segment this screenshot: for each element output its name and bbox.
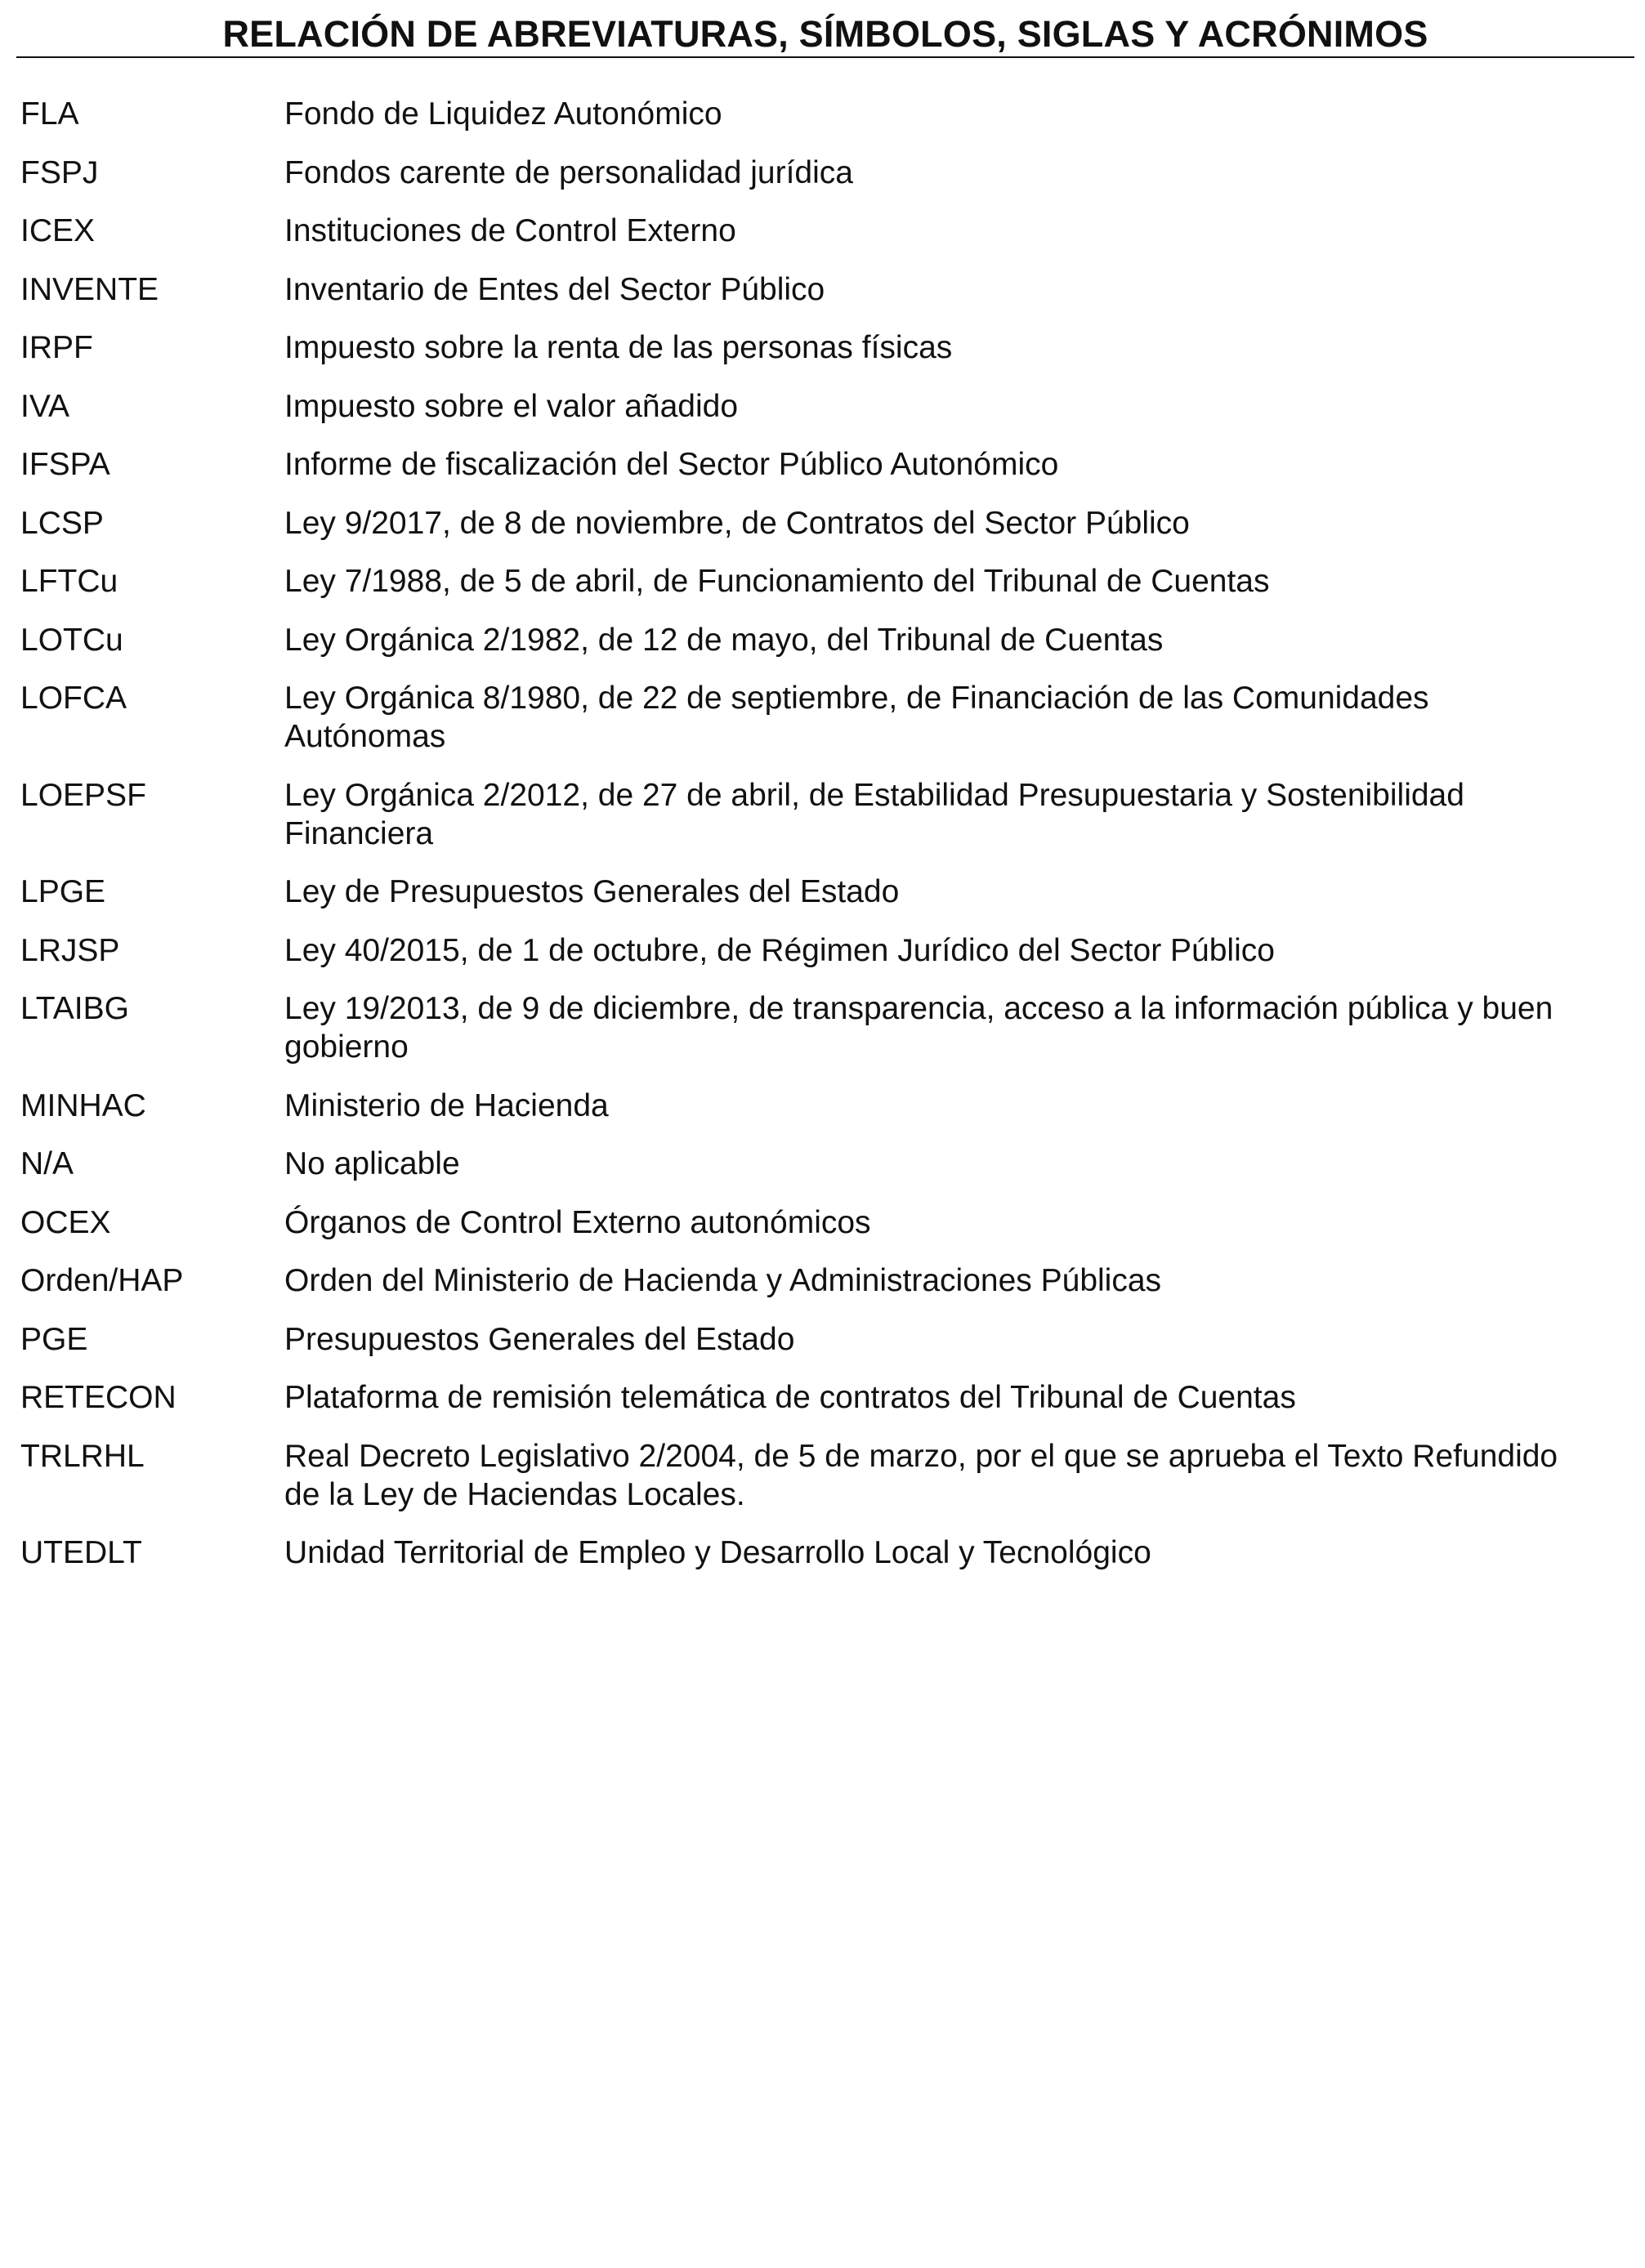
abbreviation-term: INVENTE bbox=[20, 271, 159, 307]
abbreviation-term: N/A bbox=[20, 1146, 74, 1181]
abbreviation-term: TRLRHL bbox=[20, 1438, 145, 1474]
abbreviation-term: LPGE bbox=[20, 874, 106, 909]
abbreviation-term: LCSP bbox=[20, 505, 104, 541]
abbreviation-definition: Órganos de Control Externo autonómicos bbox=[284, 1204, 871, 1240]
abbreviation-row bbox=[0, 621, 1645, 680]
abbreviation-term: Orden/HAP bbox=[20, 1263, 184, 1298]
abbreviation-row bbox=[0, 95, 1645, 154]
abbreviation-row bbox=[0, 1145, 1645, 1203]
abbreviation-row bbox=[0, 776, 1645, 873]
abbreviation-row bbox=[0, 1437, 1645, 1534]
abbreviation-row bbox=[0, 1534, 1645, 1592]
abbreviation-term: LRJSP bbox=[20, 932, 120, 968]
abbreviation-term: LFTCu bbox=[20, 564, 118, 599]
abbreviation-definition: Presupuestos Generales del Estado bbox=[284, 1321, 795, 1357]
abbreviation-row bbox=[0, 1378, 1645, 1437]
abbreviation-row bbox=[0, 1087, 1645, 1145]
abbreviation-definition: No aplicable bbox=[284, 1146, 460, 1181]
abbreviation-term: IFSPA bbox=[20, 447, 110, 482]
abbreviation-definition: Ley Orgánica 8/1980, de 22 de septiembre, de Financiación de las Comunidades Autónomas bbox=[284, 681, 1429, 754]
abbreviation-term: IVA bbox=[20, 388, 69, 424]
abbreviation-row bbox=[0, 1203, 1645, 1262]
abbreviation-definition: Ley de Presupuestos Generales del Estado bbox=[284, 874, 900, 909]
abbreviation-term: LOFCA bbox=[20, 681, 127, 716]
abbreviation-row bbox=[0, 270, 1645, 329]
abbreviation-row bbox=[0, 387, 1645, 446]
title-divider bbox=[16, 56, 1634, 58]
abbreviation-row bbox=[0, 154, 1645, 212]
abbreviation-definition: Ley Orgánica 2/2012, de 27 de abril, de Estabilidad Presupuestaria y Sostenibilidad Financiera bbox=[284, 777, 1464, 851]
abbreviation-list bbox=[0, 95, 1645, 1592]
abbreviation-definition: Unidad Territorial de Empleo y Desarrollo Local y Tecnológico bbox=[284, 1535, 1151, 1570]
abbreviation-definition: Ley Orgánica 2/1982, de 12 de mayo, del Tribunal de Cuentas bbox=[284, 622, 1164, 658]
abbreviation-definition: Inventario de Entes del Sector Público bbox=[284, 271, 825, 307]
abbreviation-definition: Ley 40/2015, de 1 de octubre, de Régimen Jurídico del Sector Público bbox=[284, 932, 1275, 968]
abbreviation-definition: Ley 7/1988, de 5 de abril, de Funcionamiento del Tribunal de Cuentas bbox=[284, 564, 1270, 599]
abbreviation-term: OCEX bbox=[20, 1204, 111, 1240]
abbreviation-definition: Informe de fiscalización del Sector Público Autonómico bbox=[284, 447, 1059, 482]
abbreviation-term: PGE bbox=[20, 1321, 88, 1357]
abbreviation-definition: Instituciones de Control Externo bbox=[284, 213, 736, 248]
abbreviation-term: RETECON bbox=[20, 1380, 177, 1415]
abbreviation-row bbox=[0, 1261, 1645, 1320]
abbreviation-row bbox=[0, 212, 1645, 270]
abbreviation-definition: Impuesto sobre la renta de las personas físicas bbox=[284, 330, 953, 365]
abbreviation-definition: Fondos carente de personalidad jurídica bbox=[284, 154, 853, 190]
abbreviation-term: FLA bbox=[20, 96, 79, 132]
abbreviation-row bbox=[0, 562, 1645, 621]
abbreviation-term: LOTCu bbox=[20, 622, 123, 658]
abbreviation-term: UTEDLT bbox=[20, 1535, 142, 1570]
abbreviation-term: LTAIBG bbox=[20, 991, 129, 1026]
abbreviation-row bbox=[0, 445, 1645, 504]
abbreviation-definition: Plataforma de remisión telemática de contratos del Tribunal de Cuentas bbox=[284, 1380, 1296, 1415]
abbreviation-term: ICEX bbox=[20, 213, 96, 248]
abbreviation-row bbox=[0, 504, 1645, 563]
abbreviation-row bbox=[0, 328, 1645, 387]
abbreviation-definition: Orden del Ministerio de Hacienda y Administraciones Públicas bbox=[284, 1263, 1162, 1298]
abbreviation-term: FSPJ bbox=[20, 154, 99, 190]
abbreviation-term: MINHAC bbox=[20, 1087, 146, 1123]
abbreviation-definition: Fondo de Liquidez Autonómico bbox=[284, 96, 722, 132]
abbreviation-row bbox=[0, 989, 1645, 1087]
abbreviation-row bbox=[0, 1320, 1645, 1379]
abbreviation-term: LOEPSF bbox=[20, 777, 146, 813]
page-title: RELACIÓN DE ABREVIATURAS, SÍMBOLOS, SIGLAS Y ACRÓNIMOS bbox=[222, 13, 1428, 55]
abbreviation-row bbox=[0, 873, 1645, 931]
abbreviation-definition: Ley 9/2017, de 8 de noviembre, de Contratos del Sector Público bbox=[284, 505, 1190, 541]
abbreviation-definition: Real Decreto Legislativo 2/2004, de 5 de marzo, por el que se aprueba el Texto Refundido de la Ley de Haciendas Locales. bbox=[284, 1438, 1558, 1512]
abbreviation-row bbox=[0, 679, 1645, 776]
abbreviation-definition: Ministerio de Hacienda bbox=[284, 1087, 609, 1123]
abbreviation-definition: Impuesto sobre el valor añadido bbox=[284, 388, 739, 424]
abbreviation-row bbox=[0, 931, 1645, 990]
abbreviation-term: IRPF bbox=[20, 330, 93, 365]
abbreviation-definition: Ley 19/2013, de 9 de diciembre, de transparencia, acceso a la información pública y buen gobierno bbox=[284, 991, 1553, 1065]
